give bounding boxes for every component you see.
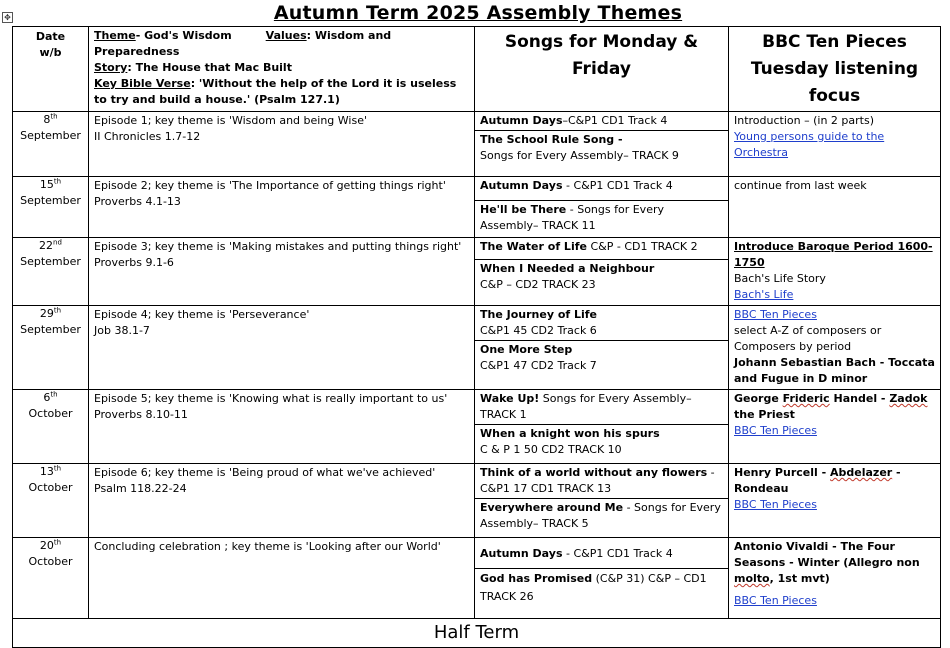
episode-text: Episode 2; key theme is 'The Importance of getting things right' [94, 179, 446, 192]
date-header-line2: w/b [39, 46, 62, 59]
composer-piece: Antonio Vivaldi - The Four Seasons - Winter (Allegro non molto, 1st mvt) [734, 540, 920, 585]
song-entry: The Journey of Life C&P1 45 CD2 Track 6 [480, 308, 598, 337]
theme-cell [89, 238, 475, 306]
ten-pieces-text: select A-Z of composers or Composers by period [734, 324, 882, 353]
songs-cell [475, 464, 729, 538]
bbc-ten-pieces-link[interactable]: BBC Ten Pieces [734, 498, 817, 511]
move-handle-icon[interactable]: ✥ [2, 12, 13, 23]
theme-label: Theme [94, 29, 136, 42]
table-row [13, 538, 941, 619]
date-header-line1: Date [35, 30, 66, 43]
story-value: : The House that Mac Built [127, 61, 292, 74]
date-cell: 20th October [13, 538, 89, 619]
bbc-ten-pieces-link[interactable]: BBC Ten Pieces [734, 594, 817, 607]
reading-text: Proverbs 4.1-13 [94, 195, 181, 208]
table-row [13, 306, 941, 390]
half-term-row [13, 619, 941, 648]
table-row [13, 390, 941, 464]
date-cell: 29th September [13, 306, 89, 390]
song-entry: Wake Up! Songs for Every Assembly– TRACK 1 [480, 392, 692, 421]
table-row [13, 238, 941, 306]
song-entry: He'll be There - Songs for Every Assembly– TRACK 11 [475, 200, 728, 235]
theme-value: - God's Wisdom [135, 29, 232, 42]
bachs-life-link[interactable]: Bach's Life [734, 288, 794, 301]
ten-pieces-text: Bach's Life Story [734, 272, 826, 285]
date-cell: 6th October [13, 390, 89, 464]
song-entry: Autumn Days - C&P1 CD1 Track 4 [480, 547, 673, 560]
theme-header-cell [89, 27, 475, 112]
ten-pieces-cell [729, 538, 941, 619]
bbc-ten-pieces-link[interactable]: BBC Ten Pieces [734, 424, 817, 437]
page-title: Autumn Term 2025 Assembly Themes [273, 2, 683, 24]
table-row [13, 112, 941, 177]
song-entry: Autumn Days–C&P1 CD1 Track 4 [480, 114, 668, 127]
assembly-table [12, 26, 941, 648]
episode-text: Episode 1; key theme is 'Wisdom and being Wise' [94, 114, 367, 127]
date-cell: 22nd September [13, 238, 89, 306]
ten-pieces-text: continue from last week [734, 179, 867, 192]
ten-pieces-cell [729, 112, 941, 177]
theme-cell [89, 390, 475, 464]
ten-pieces-column-header: BBC Ten Pieces Tuesday listening focus [729, 27, 941, 112]
reading-text: Proverbs 9.1-6 [94, 256, 174, 269]
episode-text: Episode 6; key theme is 'Being proud of what we've achieved' [94, 466, 436, 479]
half-term-label: Half Term [13, 619, 941, 648]
reading-text: Proverbs 8.10-11 [94, 408, 188, 421]
reading-text: Job 38.1-7 [94, 324, 150, 337]
song-entry: The Water of Life C&P - CD1 TRACK 2 [480, 240, 698, 253]
baroque-heading: Introduce Baroque Period 1600-1750 [734, 240, 933, 269]
composer-piece: George Frideric Handel - Zadok the Priest [734, 392, 928, 421]
ten-pieces-text: Introduction – (in 2 parts) [734, 114, 874, 127]
episode-text: Episode 3; key theme is 'Making mistakes and putting things right' [94, 240, 462, 253]
songs-cell [475, 112, 729, 177]
episode-text: Concluding celebration ; key theme is 'Looking after our World' [94, 540, 441, 553]
songs-cell [475, 177, 729, 238]
theme-cell [89, 177, 475, 238]
date-cell: 13th October [13, 464, 89, 538]
song-entry: The School Rule Song - Songs for Every Assembly– TRACK 9 [475, 130, 728, 165]
ten-pieces-cell [729, 464, 941, 538]
song-entry: When a knight won his spurs C & P 1 50 CD2 TRACK 10 [475, 424, 728, 459]
songs-column-header: Songs for Monday & Friday [475, 27, 729, 112]
episode-text: Episode 5; key theme is 'Knowing what is really important to us' [94, 392, 448, 405]
composer-piece: Johann Sebastian Bach - Toccata and Fugue in D minor [734, 356, 935, 385]
header-row [13, 27, 941, 112]
ten-pieces-cell [729, 238, 941, 306]
theme-cell [89, 538, 475, 619]
songs-cell [475, 238, 729, 306]
songs-cell [475, 538, 729, 619]
ten-pieces-cell [729, 177, 941, 238]
reading-text: II Chronicles 1.7-12 [94, 130, 201, 143]
story-label: Story [94, 61, 128, 74]
episode-text: Episode 4; key theme is 'Perseverance' [94, 308, 310, 321]
reading-text: Psalm 118.22-24 [94, 482, 187, 495]
song-entry: One More Step C&P1 47 CD2 Track 7 [475, 340, 728, 375]
date-column-header [13, 27, 89, 112]
song-entry: Autumn Days - C&P1 CD1 Track 4 [480, 179, 673, 192]
song-entry: When I Needed a Neighbour C&P – CD2 TRACK 23 [475, 259, 728, 294]
verse-value: : 'Without the help of the Lord it is useless to try and build a house.' (Psalm 127.1) [94, 77, 457, 106]
ten-pieces-cell [729, 390, 941, 464]
date-cell: 15th September [13, 177, 89, 238]
composer-piece: Henry Purcell - Abdelazer - Rondeau [734, 466, 901, 495]
theme-cell [89, 306, 475, 390]
ten-pieces-cell [729, 306, 941, 390]
table-row [13, 177, 941, 238]
songs-cell [475, 390, 729, 464]
verse-label: Key Bible Verse [94, 77, 191, 90]
songs-cell [475, 306, 729, 390]
young-persons-guide-link[interactable]: Young persons guide to the Orchestra [734, 130, 885, 159]
theme-cell [89, 112, 475, 177]
table-row [13, 464, 941, 538]
values-value: : Wisdom and Preparedness [94, 29, 392, 58]
song-entry: Everywhere around Me - Songs for Every Assembly– TRACK 5 [475, 498, 728, 533]
song-entry: Think of a world without any flowers - C&P1 17 CD1 TRACK 13 [480, 466, 715, 495]
date-cell: 8th September [13, 112, 89, 177]
bbc-ten-pieces-link[interactable]: BBC Ten Pieces [734, 308, 817, 321]
song-entry: God has Promised (C&P 31) C&P – CD1 TRACK 26 [475, 568, 728, 607]
theme-cell [89, 464, 475, 538]
values-label: Values [265, 29, 307, 42]
